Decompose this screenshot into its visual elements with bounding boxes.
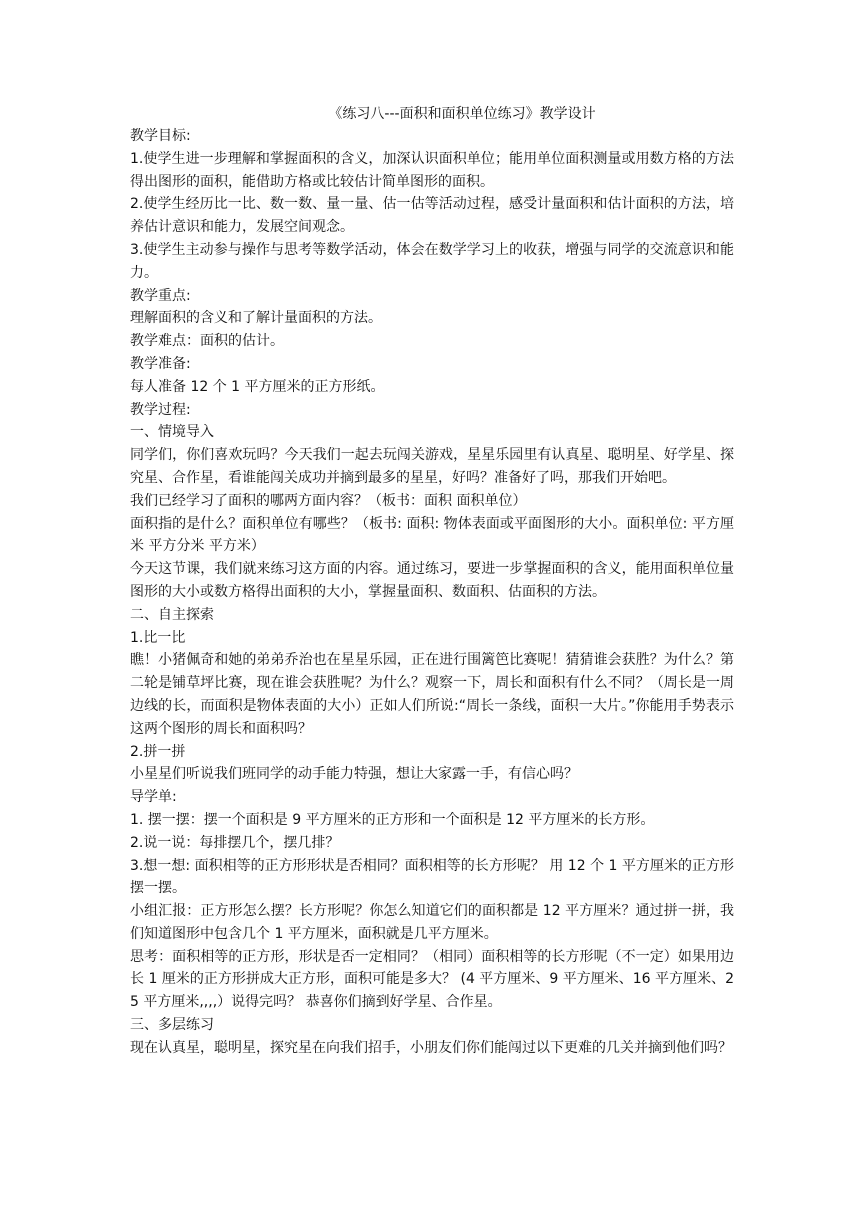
paragraph: 理解面积的含义和了解计量面积的方法。 [130, 310, 382, 327]
document-body [130, 125, 734, 1060]
section-heading: 2.拼一拼 [130, 743, 186, 760]
paragraph: 思考：面积相等的正方形，形状是否一定相同？（相同）面积相等的长方形呢（不一定）如果用边长 1 厘米的正方形拼成大正方形，面积可能是多大？ (4 平方厘米、9 平方厘米、16 平方厘米、25 平方厘米,,,,）说得完吗？ 恭喜你们摘到好学星、合作星。 [130, 948, 734, 1011]
section-heading: 一、情境导入 [130, 424, 214, 441]
section-heading: 小星星们听说我们班同学的动手能力特强，想让大家露一手，有信心吗？ [130, 766, 578, 783]
section-heading: 教学过程: [130, 401, 191, 418]
paragraph: 瞧！小猪佩奇和她的弟弟乔治也在星星乐园，正在进行围篱笆比赛呢！猜猜谁会获胜？为什么？第二轮是铺草坪比赛，现在谁会获胜呢？为什么？观察一下，周长和面积有什么不同？（周长是一周边线的长，而面积是物体表面的大小）正如人们所说:“周长一条线，面积一大片。”你能用手势表示这两个图形的周长和面积吗？ [130, 652, 734, 737]
paragraph: 2.说一说：每排摆几个，摆几排？ [130, 834, 340, 851]
paragraph: 2.使学生经历比一比、数一数、量一量、估一估等活动过程，感受计量面积和估计面积的方法，培养估计意识和能力，发展空间观念。 [130, 196, 734, 236]
section-heading: 1.比一比 [130, 629, 186, 646]
paragraph: 1.使学生进一步理解和掌握面积的含义，加深认识面积单位；能用单位面积测量或用数方格的方法得出图形的面积，能借助方格或比较估计简单图形的面积。 [130, 150, 734, 190]
paragraph: 现在认真星，聪明星，探究星在向我们招手，小朋友们你们能闯过以下更难的几关并摘到他们吗？ [130, 1039, 732, 1056]
section-heading: 教学重点: [130, 287, 191, 304]
paragraph: 教学难点：面积的估计。 [130, 333, 284, 350]
paragraph: 每人准备 12 个 1 平方厘米的正方形纸。 [130, 378, 385, 395]
paragraph: 1. 摆一摆：摆一个面积是 9 平方厘米的正方形和一个面积是 12 平方厘米的长方形。 [130, 811, 655, 828]
paragraph: 导学单: [130, 789, 177, 806]
paragraph: 面积指的是什么？面积单位有哪些？（板书: 面积: 物体表面或平面图形的大小。面积单位: 平方厘米 平方分米 平方米） [130, 515, 734, 555]
document-title: 《练习八---面积和面积单位练习》教学设计 [328, 106, 596, 122]
section-heading: 二、自主探索 [130, 606, 214, 623]
document-page [130, 104, 734, 1060]
paragraph: 小组汇报：正方形怎么摆？长方形呢？你怎么知道它们的面积都是 12 平方厘米？通过拼一拼，我们知道图形中包含几个 1 平方厘米，面积就是几平方厘米。 [130, 903, 734, 942]
paragraph: 今天这节课，我们就来练习这方面的内容。通过练习，要进一步掌握面积的含义，能用面积单位量图形的大小或数方格得出面积的大小，掌握量面积、数面积、估面积的方法。 [130, 561, 734, 600]
paragraph: 3.想一想: 面积相等的正方形形状是否相同？面积相等的长方形呢？ 用 12 个 1 平方厘米的正方形摆一摆。 [130, 857, 734, 897]
section-heading: 教学目标: [130, 128, 191, 144]
section-heading: 教学准备: [130, 355, 191, 372]
paragraph: 我们已经学习了面积的哪两方面内容？（板书：面积 面积单位） [130, 492, 527, 509]
paragraph: 同学们，你们喜欢玩吗？今天我们一起去玩闯关游戏，星星乐园里有认真星、聪明星、好学星、探究星、合作星，看谁能闯关成功并摘到最多的星星，好吗？准备好了吗，那我们开始吧。 [130, 447, 734, 486]
paragraph: 三、多层练习 [130, 1017, 214, 1034]
paragraph: 3.使学生主动参与操作与思考等数学活动，体会在数学学习上的收获，增强与同学的交流意识和能力。 [130, 241, 734, 281]
